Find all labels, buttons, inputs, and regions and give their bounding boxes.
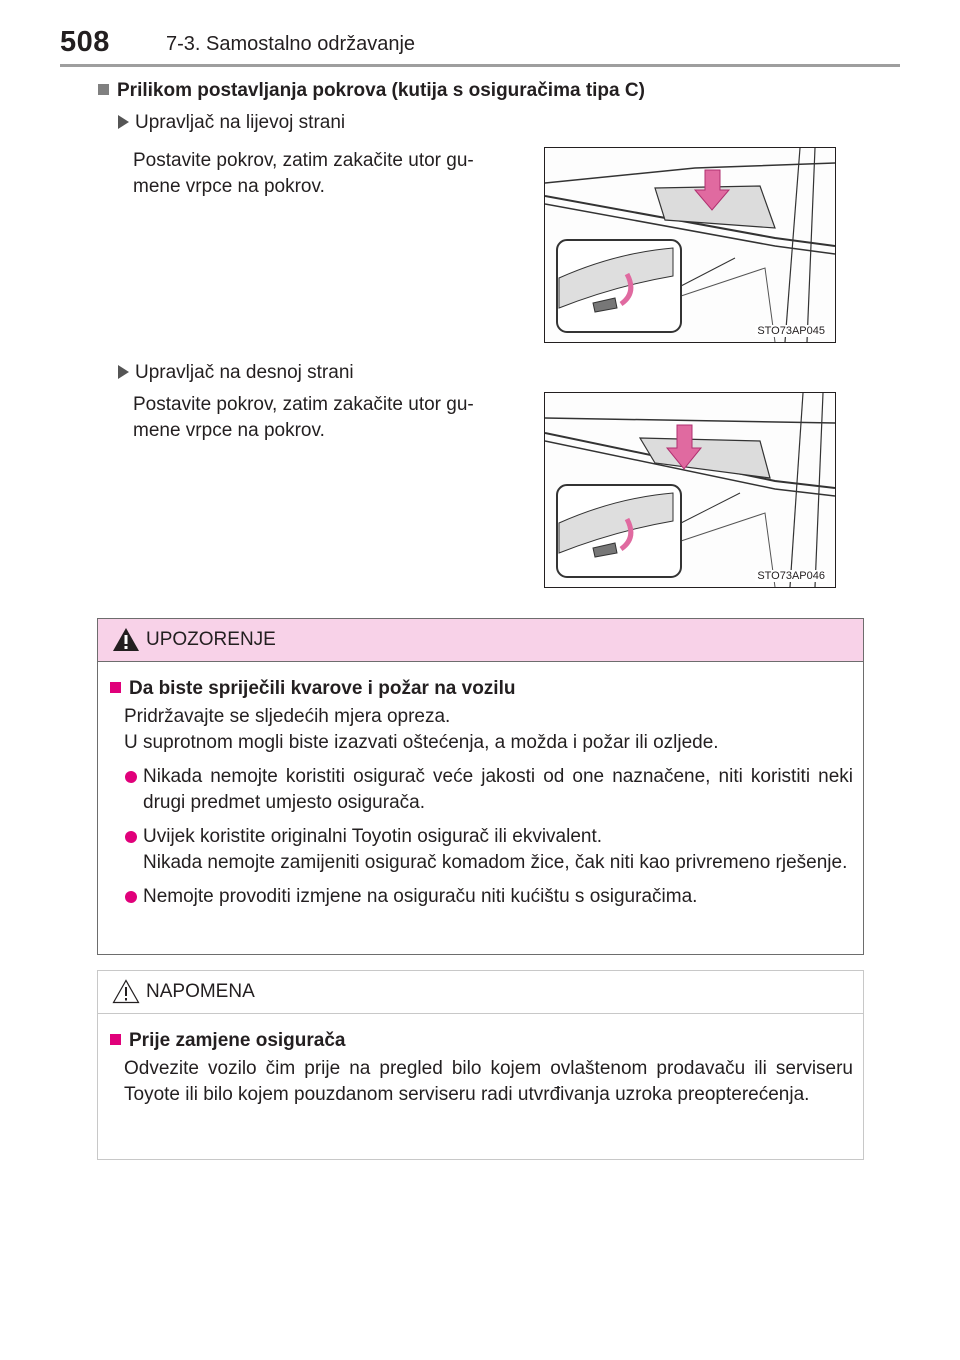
square-bullet-icon	[98, 84, 109, 95]
note-body	[98, 1014, 863, 1108]
image-code-left: STO73AP045	[757, 325, 825, 337]
note-header	[98, 971, 863, 1014]
warning-intro-line1: Pridržavajte se sljedećih mjera opreza.	[124, 706, 451, 727]
subheading-left-text: Upravljač na lijevoj strani	[135, 112, 346, 133]
instruction-right-line2: mene vrpce na pokrov.	[133, 420, 325, 441]
instruction-left-line2: mene vrpce na pokrov.	[133, 176, 325, 197]
square-bullet-icon	[110, 1034, 121, 1045]
instruction-right-drive	[133, 392, 528, 444]
caution-triangle-outline-icon	[112, 979, 140, 1004]
note-title: NAPOMENA	[146, 981, 255, 1002]
page-number: 508	[60, 26, 110, 58]
note-text: Odvezite vozilo čim prije na pregled bilo kojem ovlaštenom prodavaču ili serviseru Toyote ili bilo kojem pouzdanom serviseru radi utvrđivanja uzroka preopterećenja.	[124, 1058, 853, 1105]
note-box	[97, 970, 864, 1160]
header-rule	[60, 64, 900, 67]
section-title	[98, 80, 645, 102]
warning-intro-line2: U suprotnom mogli biste izazvati oštećenja, a možda i požar ili ozljede.	[124, 732, 719, 753]
subheading-right-drive	[118, 362, 354, 384]
warning-bullet-2-text: Uvijek koristite originalni Toyotin osigurač ili ekvivalent.	[143, 826, 603, 847]
warning-body	[98, 662, 863, 910]
warning-bullet-3-text: Nemojte provoditi izmjene na osiguraču niti kućištu s osiguračima.	[143, 886, 698, 907]
triangle-bullet-icon	[118, 115, 129, 129]
warning-heading-text: Da biste spriječili kvarove i požar na vozilu	[129, 678, 516, 699]
warning-triangle-icon	[112, 627, 140, 652]
subheading-left-drive	[118, 112, 345, 134]
instruction-right-line1: Postavite pokrov, zatim zakačite utor gu-	[133, 394, 474, 415]
fuse-box-cover-illustration-right	[544, 392, 836, 588]
bullet-dot-icon	[125, 831, 137, 843]
warning-bullet-1	[110, 764, 853, 816]
instruction-left-line1: Postavite pokrov, zatim zakačite utor gu-	[133, 150, 474, 171]
warning-bullet-3	[110, 884, 853, 910]
section-title-text: Prilikom postavljanja pokrova (kutija s osiguračima tipa C)	[117, 80, 645, 101]
warning-header	[98, 619, 863, 662]
note-heading-text: Prije zamjene osigurača	[129, 1030, 346, 1051]
bullet-dot-icon	[125, 771, 137, 783]
subheading-right-text: Upravljač na desnoj strani	[135, 362, 354, 383]
square-bullet-icon	[110, 682, 121, 693]
warning-box	[97, 618, 864, 955]
warning-bullet-2-text-b: Nikada nemojte zamijeniti osigurač komadom žice, čak niti kao privremeno rješenje.	[143, 852, 848, 873]
instruction-left-drive	[133, 148, 528, 200]
bullet-dot-icon	[125, 891, 137, 903]
section-header: 7-3. Samostalno održavanje	[166, 33, 416, 55]
warning-bullet-1-text: Nikada nemojte koristiti osigurač veće jakosti od one naznačene, niti koristiti neki drugi predmet umjesto osigurača.	[143, 766, 853, 813]
image-code-right: STO73AP046	[757, 570, 825, 582]
warning-title: UPOZORENJE	[146, 629, 276, 650]
warning-heading	[110, 676, 853, 702]
fuse-box-cover-illustration-left	[544, 147, 836, 343]
warning-bullet-2	[110, 824, 853, 876]
note-heading	[110, 1028, 853, 1054]
triangle-bullet-icon	[118, 365, 129, 379]
